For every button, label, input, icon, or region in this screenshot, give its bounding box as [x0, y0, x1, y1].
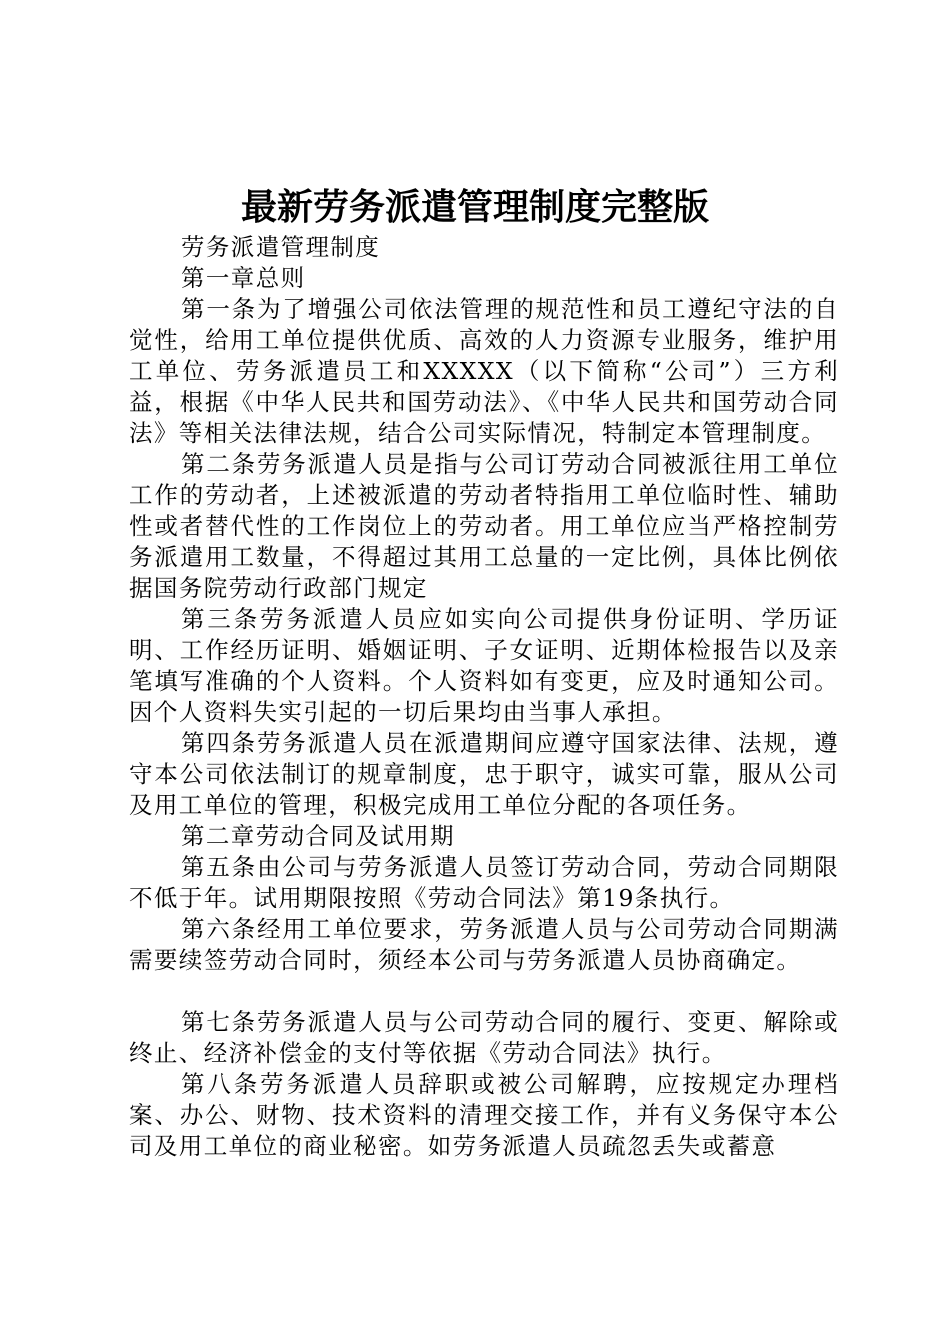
article-paragraph: 第四条劳务派遣人员在派遣期间应遵守国家法律、法规，遵守本公司依法制订的规章制度，忠于职守，诚实可靠，服从公司及用工单位的管理，积极完成用工单位分配的各项任务。	[129, 729, 839, 819]
blank-line	[129, 976, 839, 1007]
article-paragraph: 第二条劳务派遣人员是指与公司订劳动合同被派往用工单位工作的劳动者，上述被派遣的劳动者特指用工单位临时性、辅助性或者替代性的工作岗位上的劳动者。用工单位应当严格控制劳务派遣用工数量，不得超过其用工总量的一定比例，具体比例依据国务院劳动行政部门规定	[129, 450, 839, 602]
document-title: 最新劳务派遣管理制度完整版	[240, 187, 709, 228]
document-body	[129, 232, 839, 1162]
article-paragraph: 第一条为了增强公司依法管理的规范性和员工遵纪守法的自觉性，给用工单位提供优质、高效的人力资源专业服务，维护用工单位、劳务派遣员工和XXXXX（以下简称“公司”）三方利益，根据《中华人民共和国劳动法》、《中华人民共和国劳动合同法》等相关法律法规，结合公司实际情况，特制定本管理制度。	[129, 295, 839, 447]
article-paragraph: 第七条劳务派遣人员与公司劳动合同的履行、变更、解除或终止、经济补偿金的支付等依据《劳动合同法》执行。	[129, 1008, 839, 1067]
article-paragraph: 第八条劳务派遣人员辞职或被公司解聘，应按规定办理档案、办公、财物、技术资料的清理交接工作，并有义务保守本公司及用工单位的商业秘密。如劳务派遣人员疏忽丢失或蓄意	[129, 1070, 839, 1160]
article-paragraph: 第六条经用工单位要求，劳务派遣人员与公司劳动合同期满需要续签劳动合同时，须经本公司与劳务派遣人员协商确定。	[129, 915, 839, 974]
article-paragraph: 第五条由公司与劳务派遣人员签订劳动合同，劳动合同期限不低于年。试用期限按照《劳动合同法》第19条执行。	[129, 853, 839, 912]
chapter-heading: 第一章总则	[181, 264, 306, 292]
chapter-heading: 第二章劳动合同及试用期	[181, 822, 455, 850]
article-paragraph: 第三条劳务派遣人员应如实向公司提供身份证明、学历证明、工作经历证明、婚姻证明、子女证明、近期体检报告以及亲笔填写准确的个人资料。个人资料如有变更，应及时通知公司。因个人资料失实引起的一切后果均由当事人承担。	[129, 605, 839, 726]
section-heading: 劳务派遣管理制度	[181, 233, 381, 261]
